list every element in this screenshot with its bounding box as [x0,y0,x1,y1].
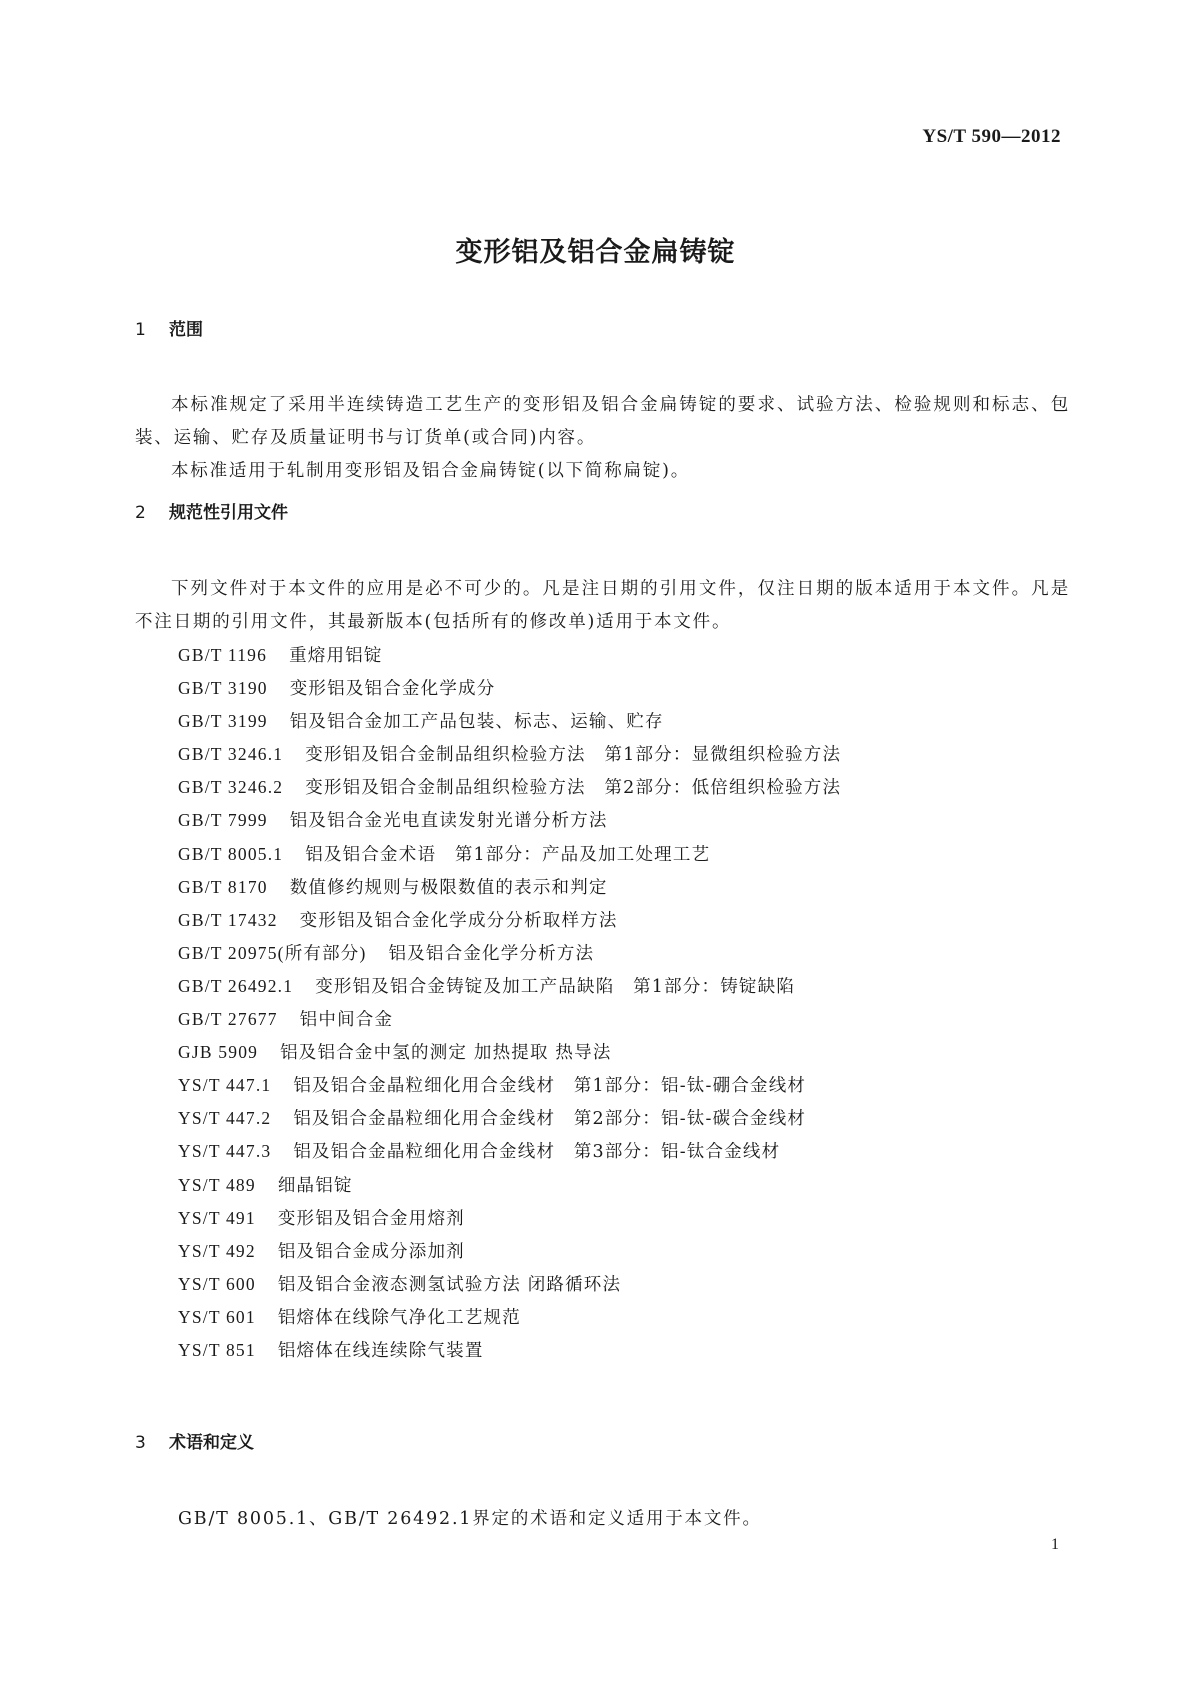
reference-item [178,1102,1070,1135]
reference-title: 变形铝及铝合金铸锭及加工产品缺陷 第1部分：铸锭缺陷 [315,976,796,997]
reference-item [178,804,1070,837]
reference-title: 变形铝及铝合金化学成分分析取样方法 [299,910,618,931]
reference-item [178,1202,1070,1235]
reference-code: GB/T 3199 [178,711,268,732]
reference-item [178,1334,1070,1367]
reference-item [178,904,1070,937]
reference-code: GB/T 17432 [178,909,278,930]
reference-code: GB/T 27677 [178,1009,278,1030]
reference-item [178,1036,1070,1069]
document-title: 变形铝及铝合金扁铸锭 [455,237,736,268]
reference-item [178,672,1070,705]
reference-code: YS/T 851 [178,1339,256,1360]
reference-code: GB/T 8170 [178,876,268,897]
standard-code: YS/T 590—2012 [922,126,1061,147]
reference-title: 数值修约规则与极限数值的表示和判定 [289,877,608,898]
section-terms [135,1431,1070,1536]
reference-code: YS/T 491 [178,1207,256,1228]
reference-code: GB/T 7999 [178,810,268,831]
references-intro: 下列文件对于本文件的应用是必不可少的。凡是注日期的引用文件，仅注日期的版本适用于本文件。凡是不注日期的引用文件，其最新版本(包括所有的修改单)适用于本文件。 [135,579,1070,632]
section-title: 术语和定义 [169,1433,254,1453]
page-number: 1 [1051,1536,1059,1553]
reference-code: GJB 5909 [178,1042,259,1063]
reference-code: YS/T 447.3 [178,1141,272,1162]
reference-title: 铝及铝合金术语 第1部分：产品及加工处理工艺 [305,844,711,865]
section-number: 1 [135,320,146,340]
reference-code: GB/T 3246.1 [178,744,284,765]
reference-title: 铝熔体在线除气净化工艺规范 [277,1307,521,1328]
reference-code: YS/T 601 [178,1306,256,1327]
reference-code: GB/T 1196 [178,645,268,665]
section-number: 3 [135,1433,146,1453]
reference-list [135,639,1070,1367]
section-title: 规范性引用文件 [169,503,288,523]
reference-code: GB/T 26492.1 [178,975,294,996]
reference-title: 铝及铝合金液态测氢试验方法 闭路循环法 [277,1274,622,1295]
reference-title: 重熔用铝锭 [289,646,383,666]
reference-title: 铝及铝合金化学分析方法 [388,943,595,964]
reference-item [178,1003,1070,1036]
scope-paragraph: 本标准适用于轧制用变形铝及铝合金扁铸锭(以下简称扁锭)。 [171,461,691,481]
reference-item [178,771,1070,804]
scope-paragraph: 本标准规定了采用半连续铸造工艺生产的变形铝及铝合金扁铸锭的要求、试验方法、检验规则和标志、包装、运输、贮存及质量证明书与订货单(或合同)内容。 [135,395,1070,448]
reference-title: 铝及铝合金加工产品包装、标志、运输、贮存 [289,712,664,733]
reference-item [178,871,1070,904]
reference-code: GB/T 3190 [178,678,268,699]
reference-code: YS/T 447.2 [178,1108,272,1129]
reference-title: 铝及铝合金晶粒细化用合金线材 第1部分：铝-钛-硼合金线材 [293,1076,807,1097]
reference-code: GB/T 8005.1 [178,843,284,864]
section-heading [135,501,1070,525]
reference-item [178,705,1070,738]
reference-item [178,838,1070,871]
reference-item [178,738,1070,771]
reference-item [178,1268,1070,1301]
section-heading [135,1431,1070,1455]
reference-title: 铝及铝合金光电直读发射光谱分析方法 [289,811,608,832]
reference-title: 铝中间合金 [299,1010,394,1031]
reference-title: 变形铝及铝合金制品组织检验方法 第2部分：低倍组织检验方法 [305,778,842,799]
reference-title: 细晶铝锭 [277,1175,353,1196]
reference-title: 铝熔体在线连续除气装置 [277,1340,484,1361]
reference-item [178,937,1070,970]
reference-title: 铝及铝合金中氢的测定 加热提取 热导法 [280,1043,612,1064]
reference-code: YS/T 492 [178,1240,256,1261]
reference-title: 变形铝及铝合金用熔剂 [277,1208,465,1229]
section-scope [135,318,1070,488]
section-number: 2 [135,503,146,523]
reference-code: GB/T 3246.2 [178,777,284,798]
reference-title: 变形铝及铝合金化学成分 [289,679,496,700]
reference-code: YS/T 600 [178,1273,256,1294]
reference-title: 变形铝及铝合金制品组织检验方法 第1部分：显微组织检验方法 [305,745,842,766]
reference-item [178,970,1070,1003]
reference-item [178,1169,1070,1202]
terms-paragraph: GB/T 8005.1、GB/T 26492.1界定的术语和定义适用于本文件。 [178,1509,762,1529]
reference-item [178,639,1070,672]
section-title: 范围 [169,320,203,340]
reference-item [178,1135,1070,1168]
reference-code: GB/T 20975(所有部分) [178,942,367,963]
reference-code: YS/T 489 [178,1174,256,1195]
section-normative-references [135,501,1070,1367]
reference-item [178,1069,1070,1102]
reference-title: 铝及铝合金晶粒细化用合金线材 第2部分：铝-钛-碳合金线材 [293,1109,807,1130]
section-heading [135,318,1070,342]
reference-title: 铝及铝合金晶粒细化用合金线材 第3部分：铝-钛合金线材 [293,1142,781,1163]
reference-code: YS/T 447.1 [178,1075,272,1096]
reference-item [178,1235,1070,1268]
reference-item [178,1301,1070,1334]
reference-title: 铝及铝合金成分添加剂 [277,1241,465,1262]
